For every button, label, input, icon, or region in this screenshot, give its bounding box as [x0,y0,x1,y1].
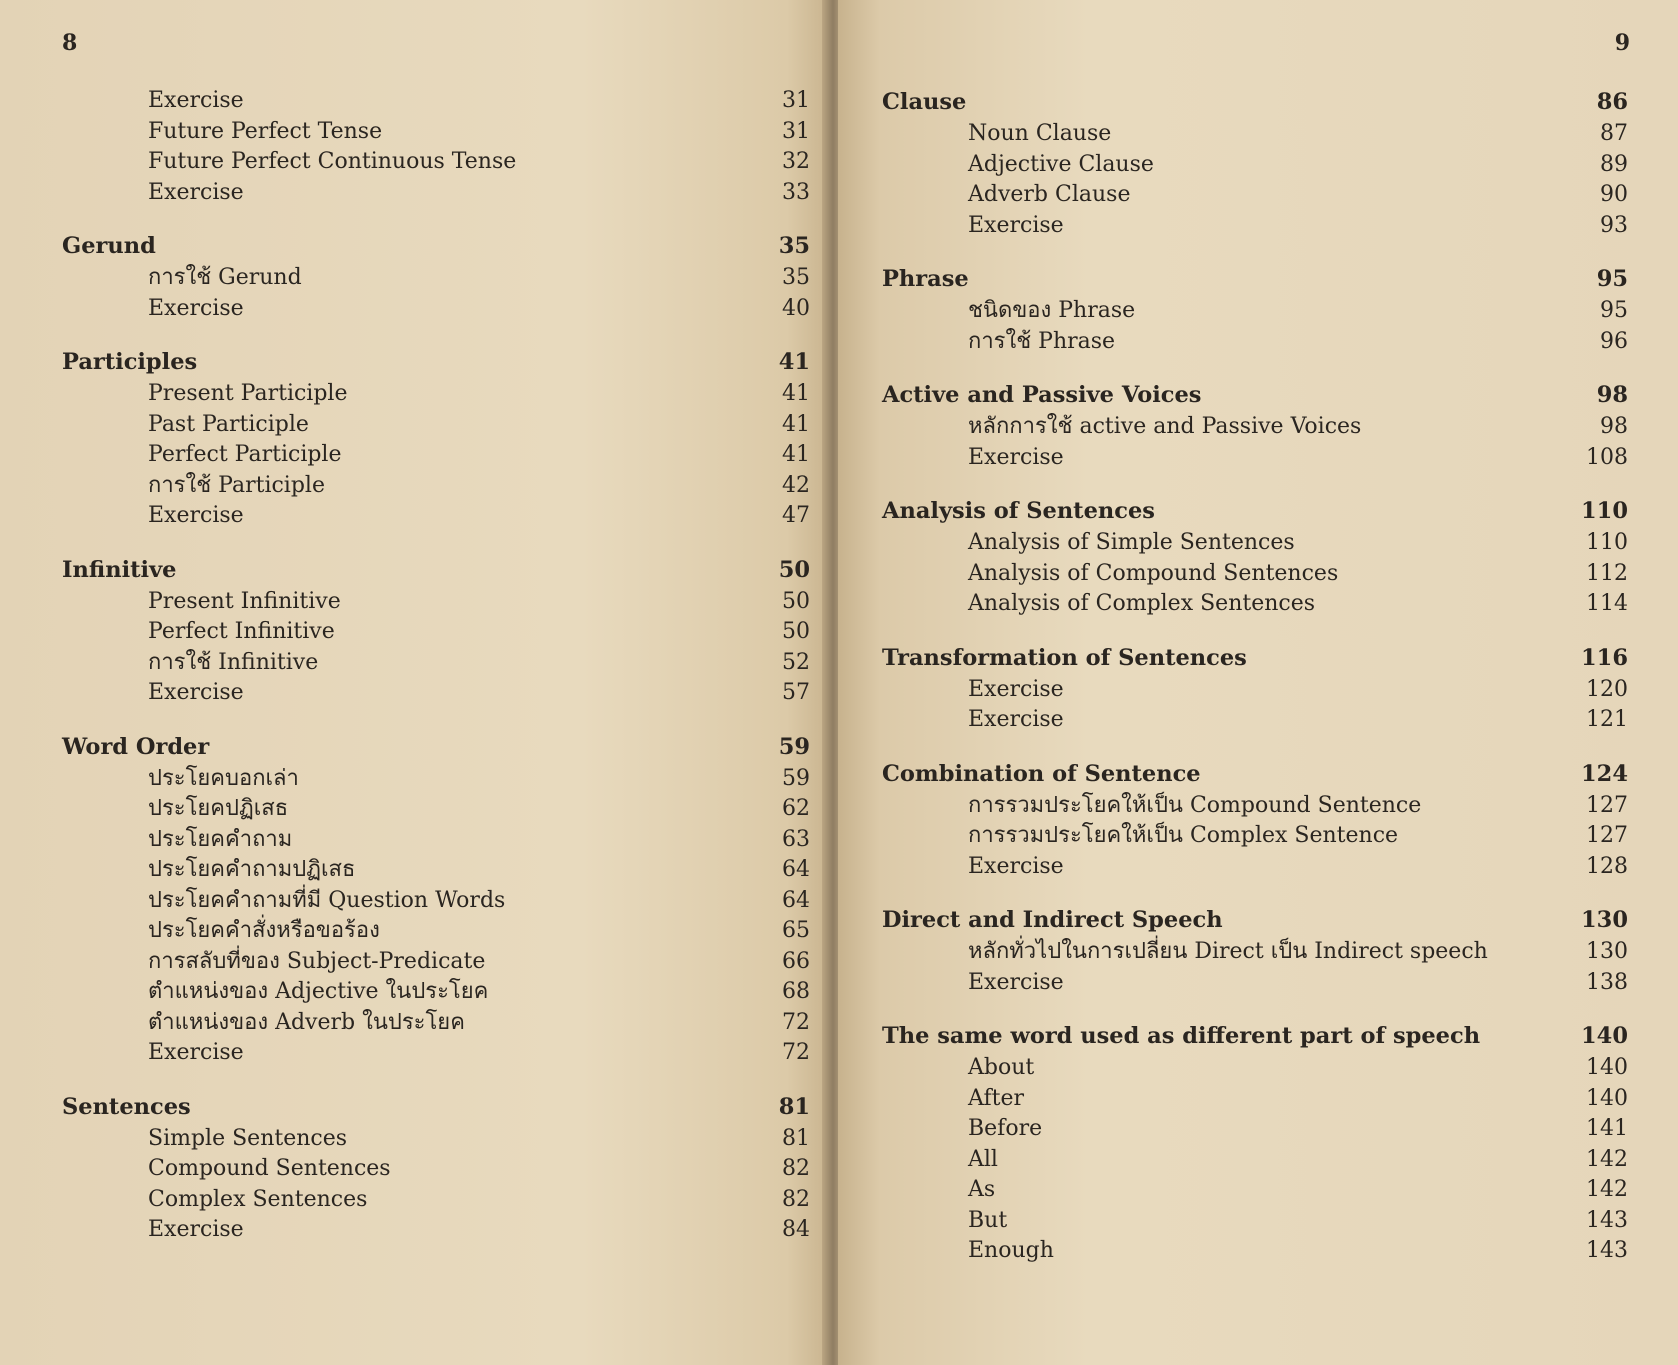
toc-entry [62,1124,810,1155]
entry-label: ประโยคคำถามที่มี Question Words [148,887,506,913]
section-title: Infinitive [62,556,177,583]
toc-entry [882,821,1628,852]
toc-entry [882,589,1628,620]
entry-page-number: 96 [1600,328,1628,354]
toc-entry [882,791,1628,822]
entry-label: หลักการใช้ active and Passive Voices [968,414,1362,439]
entry-page-number: 35 [782,265,810,290]
toc-entry [62,678,810,709]
entry-page-number: 82 [782,1156,810,1181]
section-page-number: 50 [778,556,810,583]
toc-entry [882,1236,1628,1267]
section-page-number: 116 [1581,644,1628,671]
toc-section [882,1020,1628,1267]
toc-entry [882,211,1628,242]
section-page-number: 86 [1596,89,1628,115]
entry-label: หลักทั่วไปในการเปลี่ยน Direct เป็น Indirect speech [968,939,1488,964]
section-heading [62,1091,810,1124]
toc-entry [882,1206,1628,1237]
entry-page-number: 130 [1586,939,1628,964]
entry-page-number: 63 [782,826,810,852]
entry-label: Before [968,1116,1043,1141]
section-title: Direct and Indirect Speech [882,907,1223,933]
entry-label: Exercise [148,1217,244,1242]
entry-label: Adjective Clause [968,151,1154,177]
entry-label: Simple Sentences [148,1125,348,1151]
toc-entry [62,916,810,947]
toc-entry [62,1154,810,1185]
entry-label: Noun Clause [968,121,1112,146]
entry-label: Exercise [148,88,244,113]
entry-page-number: 95 [1600,298,1628,323]
entry-label: Analysis of Compound Sentences [968,560,1339,586]
toc-section [62,230,810,324]
entry-page-number: 114 [1586,591,1628,616]
toc-entry [62,648,810,679]
toc-entry [62,1038,810,1069]
toc-entry [882,412,1628,443]
toc-entry [62,977,810,1008]
entry-page-number: 41 [782,442,810,467]
entry-label: Exercise [148,179,244,205]
toc-entry [882,559,1628,590]
entry-page-number: 41 [782,381,810,406]
entry-label: การใช้ Phrase [968,328,1116,354]
entry-page-number: 140 [1586,1055,1628,1080]
entry-page-number: 127 [1586,792,1628,818]
toc-entry [882,968,1628,999]
section-heading [882,904,1628,937]
entry-page-number: 98 [1600,414,1628,439]
entry-page-number: 142 [1586,1146,1628,1172]
entry-label: Adverb Clause [968,182,1131,207]
toc-entry [882,705,1628,736]
toc-entry [62,947,810,978]
toc-entry [882,150,1628,181]
entry-page-number: 81 [782,1125,810,1151]
entry-page-number: 108 [1586,444,1628,470]
entry-page-number: 120 [1586,676,1628,702]
toc-section [62,731,810,1069]
entry-page-number: 72 [782,1009,810,1035]
entry-label: การใช้ Infinitive [148,649,319,675]
entry-label: Complex Sentences [148,1186,368,1212]
entry-label: Present Participle [148,381,348,406]
toc-entry [882,1175,1628,1206]
entry-label: Exercise [968,707,1064,732]
section-title: Transformation of Sentences [882,644,1247,671]
toc-entry [62,117,810,148]
toc-entry [62,471,810,502]
entry-page-number: 143 [1586,1238,1628,1263]
toc-section [882,263,1628,357]
toc-section [62,346,810,532]
toc-entry [62,147,810,178]
entry-page-number: 52 [782,649,810,675]
toc-entry [62,294,810,325]
entry-label: ตำแหน่งของ Adjective ในประโยค [148,979,489,1004]
toc-entry [62,440,810,471]
toc-entry [62,178,810,209]
entry-label: Perfect Participle [148,442,342,467]
entry-page-number: 50 [782,588,810,614]
toc-section [882,379,1628,473]
toc-entry [62,1008,810,1039]
entry-page-number: 32 [782,149,810,174]
section-page-number: 124 [1581,760,1628,787]
toc-entry [882,528,1628,559]
toc-entry [882,443,1628,474]
entry-page-number: 142 [1586,1177,1628,1202]
entry-label: การใช้ Participle [148,472,325,498]
entry-label: ประโยคคำถามปฏิเสธ [148,857,356,882]
entry-page-number: 89 [1600,151,1628,177]
entry-page-number: 141 [1586,1116,1628,1141]
section-title: Word Order [62,733,210,760]
entry-page-number: 31 [782,118,810,144]
entry-label: All [968,1146,998,1172]
toc-entry [62,617,810,648]
entry-page-number: 64 [782,887,810,913]
entry-label: ประโยคคำถาม [148,826,293,852]
section-heading [882,379,1628,412]
toc-entry [62,764,810,795]
section-page-number: 81 [778,1093,810,1120]
section-page-number: 110 [1581,498,1628,524]
section-heading [882,642,1628,675]
toc-section [882,86,1628,241]
entry-page-number: 59 [782,765,810,791]
entry-label: Future Perfect Tense [148,118,383,144]
toc-entry [62,1185,810,1216]
toc-entry [62,410,810,441]
toc-entry [882,852,1628,883]
entry-label: Exercise [968,212,1064,238]
section-heading [62,554,810,587]
entry-label: Exercise [968,853,1064,879]
section-page-number: 140 [1581,1023,1628,1049]
section-page-number: 130 [1581,907,1628,933]
entry-page-number: 127 [1586,823,1628,848]
entry-label: Analysis of Simple Sentences [968,530,1295,555]
right-page [838,0,1678,1365]
entry-page-number: 143 [1586,1207,1628,1233]
entry-label: Exercise [968,444,1064,470]
entry-page-number: 138 [1586,969,1628,995]
section-page-number: 41 [778,349,810,375]
toc-entry [882,937,1628,968]
entry-label: As [968,1177,996,1202]
toc-entry [882,180,1628,211]
left-page [0,0,828,1365]
toc-section [882,495,1628,620]
entry-page-number: 84 [782,1217,810,1242]
toc-section [62,86,810,208]
entry-page-number: 66 [782,948,810,974]
entry-page-number: 128 [1586,853,1628,879]
toc-entry [62,825,810,856]
section-title: Clause [882,89,967,115]
section-heading [882,495,1628,528]
toc-list [62,86,810,1268]
entry-page-number: 57 [782,680,810,705]
toc-entry [62,855,810,886]
entry-label: Exercise [148,1040,244,1065]
entry-label: ชนิดของ Phrase [968,298,1136,323]
toc-section [882,642,1628,736]
section-title: The same word used as different part of speech [882,1023,1481,1049]
toc-entry [62,587,810,618]
entry-page-number: 33 [782,179,810,205]
toc-entry [62,379,810,410]
section-heading [882,263,1628,296]
toc-entry [62,263,810,294]
page-number: 9 [1614,30,1630,56]
section-title: Combination of Sentence [882,760,1201,787]
section-heading [62,731,810,764]
entry-label: But [968,1207,1008,1233]
toc-entry [62,86,810,117]
entry-page-number: 72 [782,1040,810,1065]
toc-entry [62,886,810,917]
section-page-number: 35 [778,233,810,259]
toc-entry [62,501,810,532]
entry-label: ตำแหน่งของ Adverb ในประโยค [148,1009,465,1035]
entry-label: Analysis of Complex Sentences [968,591,1316,616]
section-heading [882,1020,1628,1053]
entry-label: About [968,1055,1035,1080]
toc-section [62,554,810,709]
entry-label: Future Perfect Continuous Tense [148,149,517,174]
entry-label: Exercise [968,676,1064,702]
entry-page-number: 110 [1586,530,1628,555]
entry-page-number: 82 [782,1186,810,1212]
entry-page-number: 41 [782,411,810,437]
entry-page-number: 47 [782,503,810,528]
section-title: Phrase [882,266,969,292]
entry-page-number: 68 [782,979,810,1004]
section-title: Active and Passive Voices [882,382,1202,408]
entry-page-number: 112 [1586,560,1628,586]
entry-page-number: 64 [782,857,810,882]
entry-label: Compound Sentences [148,1156,391,1181]
entry-page-number: 62 [782,796,810,821]
toc-entry [882,1114,1628,1145]
entry-label: Present Infinitive [148,588,341,614]
section-page-number: 95 [1596,266,1628,292]
page-number: 8 [62,30,78,56]
toc-list [882,86,1628,1289]
entry-label: Exercise [968,969,1064,995]
entry-page-number: 40 [782,295,810,321]
entry-label: การใช้ Gerund [148,265,302,290]
section-heading [882,758,1628,791]
toc-entry [882,1053,1628,1084]
section-page-number: 59 [778,733,810,760]
entry-label: Exercise [148,295,244,321]
entry-page-number: 140 [1586,1085,1628,1111]
section-heading [882,86,1628,119]
entry-label: ประโยคบอกเล่า [148,765,299,791]
toc-entry [882,1145,1628,1176]
toc-entry [882,327,1628,358]
entry-page-number: 87 [1600,121,1628,146]
entry-label: การสลับที่ของ Subject-Predicate [148,948,486,974]
toc-entry [62,794,810,825]
toc-entry [882,296,1628,327]
entry-label: การรวมประโยคให้เป็น Compound Sentence [968,792,1422,818]
section-heading [62,346,810,379]
entry-page-number: 42 [782,472,810,498]
entry-label: Past Participle [148,411,309,437]
toc-entry [882,675,1628,706]
toc-entry [882,119,1628,150]
entry-label: ประโยคปฏิเสธ [148,796,289,821]
section-title: Sentences [62,1093,191,1120]
entry-label: Perfect Infinitive [148,619,335,644]
entry-page-number: 31 [782,88,810,113]
entry-page-number: 65 [782,918,810,943]
section-title: Participles [62,349,198,375]
toc-section [882,758,1628,883]
entry-label: ประโยคคำสั่งหรือขอร้อง [148,918,380,943]
entry-page-number: 50 [782,619,810,644]
section-title: Analysis of Sentences [882,498,1155,524]
toc-entry [882,1084,1628,1115]
entry-page-number: 121 [1586,707,1628,732]
entry-label: Exercise [148,503,244,528]
entry-label: Enough [968,1238,1054,1263]
section-page-number: 98 [1596,382,1628,408]
entry-page-number: 90 [1600,182,1628,207]
toc-entry [62,1215,810,1246]
entry-page-number: 93 [1600,212,1628,238]
toc-section [62,1091,810,1246]
entry-label: After [968,1085,1025,1111]
entry-label: Exercise [148,680,244,705]
entry-label: การรวมประโยคให้เป็น Complex Sentence [968,823,1399,848]
section-title: Gerund [62,233,156,259]
section-heading [62,230,810,263]
toc-section [882,904,1628,998]
